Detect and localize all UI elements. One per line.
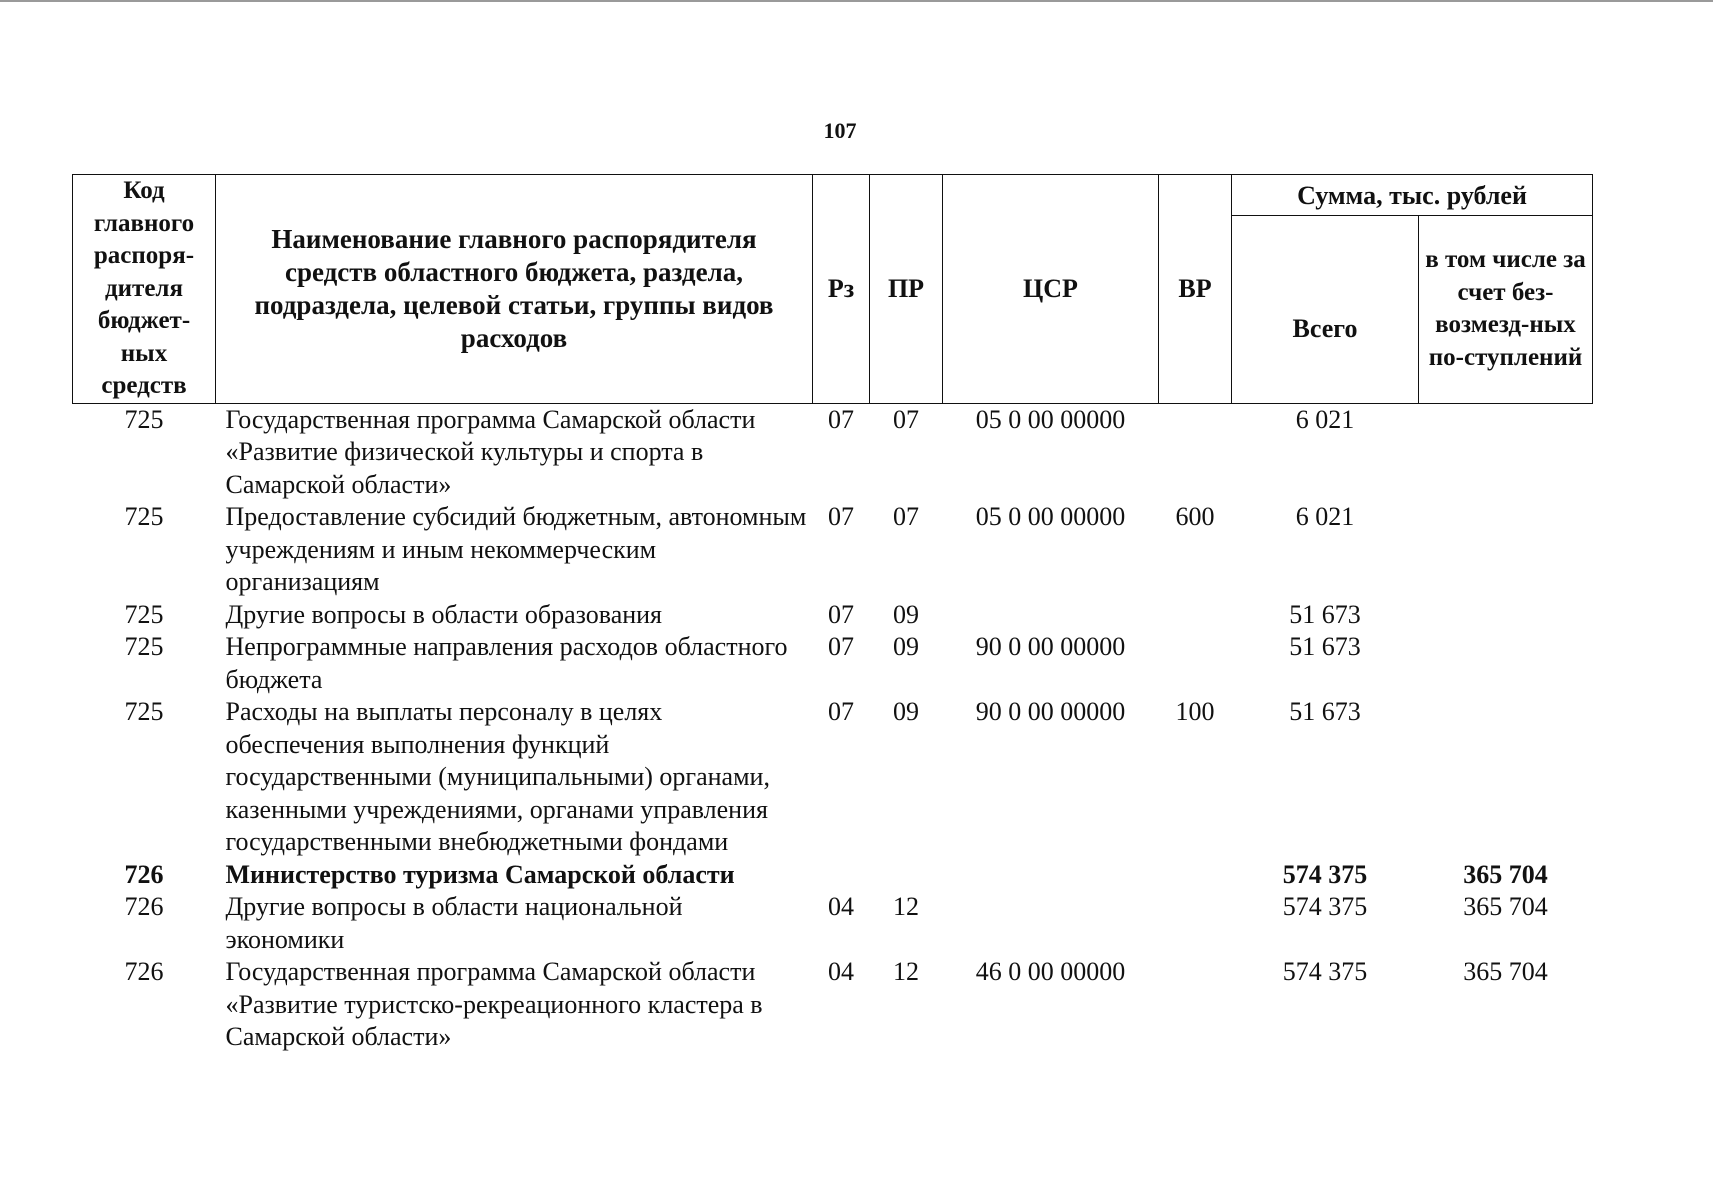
cell-vr	[1159, 403, 1232, 501]
cell-free	[1419, 696, 1593, 859]
cell-vr	[1159, 631, 1232, 696]
header-vr: ВР	[1159, 175, 1232, 404]
cell-pr: 09	[893, 632, 919, 661]
table-row	[73, 696, 1593, 859]
cell-pr	[870, 859, 943, 892]
cell-name: Государственная программа Самарской области «Развитие туристско-рекреационного кластера в Самарской области»	[225, 957, 763, 1051]
table-row	[73, 403, 1593, 501]
cell-rz	[813, 859, 870, 892]
cell-name: Министерство туризма Самарской области	[225, 859, 735, 889]
cell-name: Расходы на выплаты персоналу в целях обеспечения выполнения функций государственными (муниципальными) органами, казенными учреждениями, органами управления государственными внебюджетными фондами	[225, 697, 770, 856]
cell-csr: 90 0 00 00000	[975, 632, 1126, 661]
cell-total: 51 673	[1289, 697, 1361, 726]
cell-code: 725	[124, 404, 164, 434]
cell-code: 726	[124, 859, 164, 889]
header-csr: ЦСР	[943, 175, 1159, 404]
cell-name: Государственная программа Самарской области «Развитие физической культуры и спорта в Самарской области»	[225, 404, 756, 499]
cell-total: 574 375	[1282, 892, 1368, 921]
cell-code: 725	[124, 697, 164, 726]
cell-total: 574 375	[1282, 859, 1368, 889]
table-row	[73, 631, 1593, 696]
cell-vr	[1159, 859, 1232, 892]
header-name: Наименование главного распорядителя средств областного бюджета, раздела, подраздела, целевой статьи, группы видов расходов	[216, 175, 813, 404]
cell-total: 6 021	[1295, 404, 1355, 434]
cell-rz: 07	[828, 502, 854, 531]
cell-csr	[943, 859, 1159, 892]
cell-name: Другие вопросы в области образования	[225, 599, 663, 629]
cell-name: Другие вопросы в области национальной экономики	[225, 892, 683, 954]
cell-csr: 46 0 00 00000	[975, 957, 1126, 986]
cell-code: 725	[124, 502, 164, 531]
table-row	[73, 599, 1593, 632]
cell-rz: 07	[828, 697, 854, 726]
cell-pr: 12	[893, 892, 919, 921]
header-row	[73, 175, 1593, 216]
header-pr: ПР	[870, 175, 943, 404]
cell-pr: 09	[893, 697, 919, 726]
cell-free: 365 704	[1463, 892, 1548, 921]
cell-free	[1419, 599, 1593, 632]
table-row	[73, 859, 1593, 892]
header-code: Код главного распоря-дителя бюджет-ных средств	[73, 175, 216, 404]
cell-rz: 07	[828, 599, 854, 629]
cell-free: 365 704	[1463, 859, 1548, 889]
table-row	[73, 891, 1593, 956]
header-sum: Сумма, тыс. рублей	[1232, 175, 1593, 216]
cell-rz: 04	[828, 892, 854, 921]
cell-code: 725	[124, 632, 164, 661]
cell-free: 365 704	[1463, 957, 1548, 986]
cell-code: 726	[124, 892, 164, 921]
cell-pr: 09	[893, 599, 919, 629]
cell-total: 51 673	[1289, 632, 1361, 661]
cell-total: 51 673	[1289, 599, 1361, 629]
cell-code: 726	[124, 957, 164, 986]
cell-csr	[943, 891, 1159, 956]
header-rz: Рз	[813, 175, 870, 404]
cell-free	[1419, 403, 1593, 501]
cell-vr	[1159, 956, 1232, 1054]
cell-vr	[1159, 599, 1232, 632]
scan-border-line	[0, 0, 1713, 2]
page-number: 107	[823, 118, 857, 143]
cell-code: 725	[124, 599, 164, 629]
cell-free	[1419, 501, 1593, 599]
table-body	[73, 403, 1593, 1054]
header-free-receipts: в том числе за счет без-возмезд-ных по-ступлений	[1419, 216, 1593, 404]
cell-csr: 05 0 00 00000	[975, 502, 1126, 531]
cell-total: 574 375	[1282, 957, 1368, 986]
cell-free	[1419, 631, 1593, 696]
cell-csr	[943, 599, 1159, 632]
cell-name: Предоставление субсидий бюджетным, автономным учреждениям и иным некоммерческим организациям	[225, 502, 807, 596]
cell-rz: 07	[828, 404, 854, 434]
cell-rz: 04	[828, 957, 854, 986]
cell-vr	[1159, 891, 1232, 956]
table-row	[73, 956, 1593, 1054]
cell-rz: 07	[828, 632, 854, 661]
cell-pr: 12	[893, 957, 919, 986]
cell-csr: 90 0 00 00000	[975, 697, 1126, 726]
cell-pr: 07	[893, 404, 919, 434]
cell-total: 6 021	[1295, 502, 1355, 531]
cell-name: Непрограммные направления расходов областного бюджета	[225, 632, 788, 694]
cell-vr: 100	[1175, 697, 1215, 726]
cell-csr: 05 0 00 00000	[975, 404, 1126, 434]
table-row	[73, 501, 1593, 599]
header-total: Всего	[1232, 216, 1419, 404]
cell-vr: 600	[1175, 502, 1215, 531]
cell-pr: 07	[893, 502, 919, 531]
budget-table	[72, 174, 1593, 1054]
